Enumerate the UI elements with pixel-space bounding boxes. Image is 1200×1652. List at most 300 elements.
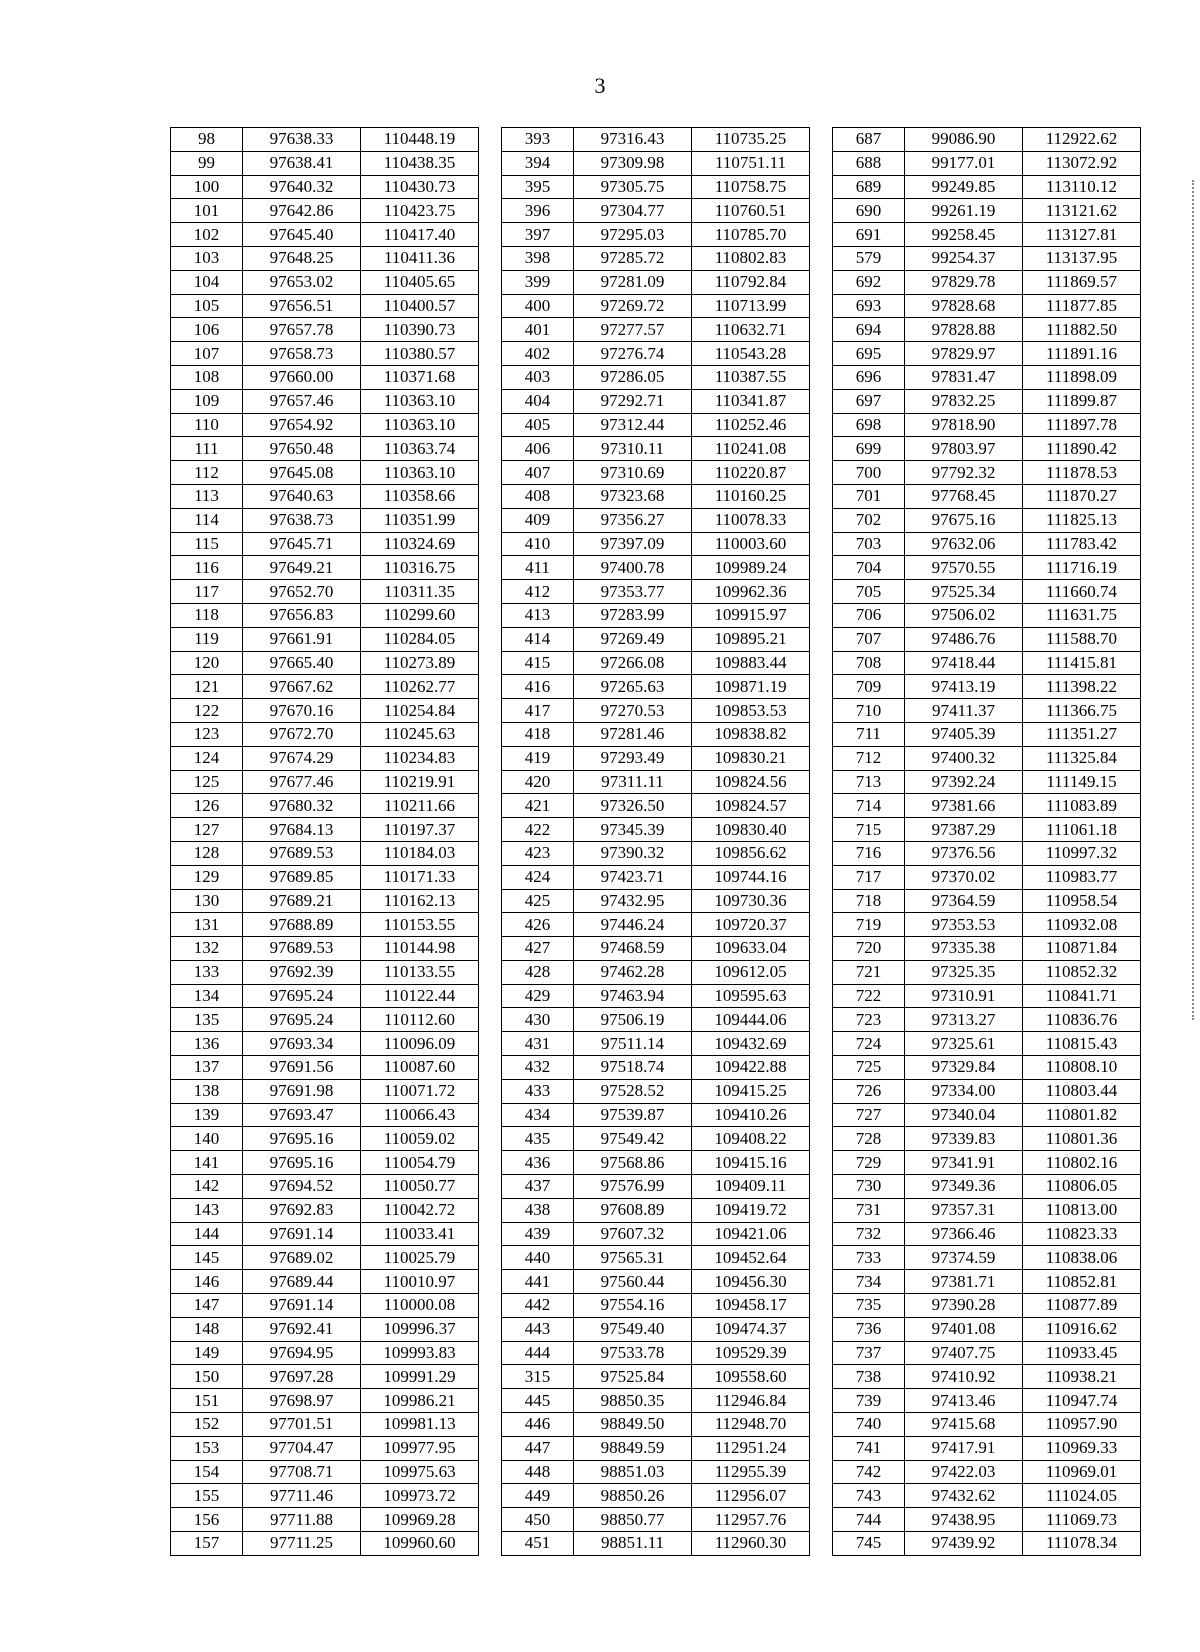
column-gap [810, 1413, 833, 1437]
x-coord-cell: 97326.50 [574, 794, 692, 818]
x-coord-cell: 97518.74 [574, 1056, 692, 1080]
point-id-cell: 427 [502, 937, 574, 961]
point-id-cell: 113 [171, 484, 243, 508]
point-id-cell: 114 [171, 508, 243, 532]
y-coord-cell: 110363.74 [361, 437, 479, 461]
y-coord-cell: 110423.75 [361, 199, 479, 223]
column-gap [479, 580, 502, 604]
x-coord-cell: 97695.24 [243, 984, 361, 1008]
table-row [171, 175, 1141, 199]
x-coord-cell: 97803.97 [905, 437, 1023, 461]
point-id-cell: 144 [171, 1222, 243, 1246]
x-coord-cell: 97653.02 [243, 270, 361, 294]
x-coord-cell: 97645.40 [243, 223, 361, 247]
point-id-cell: 426 [502, 913, 574, 937]
table-row [171, 1198, 1141, 1222]
x-coord-cell: 97410.92 [905, 1365, 1023, 1389]
column-gap [810, 984, 833, 1008]
y-coord-cell: 110380.57 [361, 342, 479, 366]
x-coord-cell: 97694.52 [243, 1175, 361, 1199]
column-gap [810, 246, 833, 270]
x-coord-cell: 97341.91 [905, 1151, 1023, 1175]
y-coord-cell: 109895.21 [692, 627, 810, 651]
table-row [171, 699, 1141, 723]
column-gap [479, 627, 502, 651]
x-coord-cell: 98850.26 [574, 1484, 692, 1508]
column-gap [479, 1389, 502, 1413]
y-coord-cell: 109991.29 [361, 1365, 479, 1389]
column-gap [479, 484, 502, 508]
x-coord-cell: 97658.73 [243, 342, 361, 366]
x-coord-cell: 97711.88 [243, 1508, 361, 1532]
x-coord-cell: 97329.84 [905, 1056, 1023, 1080]
point-id-cell: 731 [833, 1198, 905, 1222]
point-id-cell: 404 [502, 389, 574, 413]
y-coord-cell: 110751.11 [692, 151, 810, 175]
y-coord-cell: 110916.62 [1023, 1317, 1141, 1341]
y-coord-cell: 110792.84 [692, 270, 810, 294]
y-coord-cell: 113127.81 [1023, 223, 1141, 247]
column-gap [479, 413, 502, 437]
x-coord-cell: 99249.85 [905, 175, 1023, 199]
column-gap [479, 1103, 502, 1127]
point-id-cell: 690 [833, 199, 905, 223]
x-coord-cell: 97374.59 [905, 1246, 1023, 1270]
point-id-cell: 125 [171, 770, 243, 794]
point-id-cell: 742 [833, 1460, 905, 1484]
y-coord-cell: 109408.22 [692, 1127, 810, 1151]
y-coord-cell: 109996.37 [361, 1317, 479, 1341]
y-coord-cell: 110122.44 [361, 984, 479, 1008]
column-gap [810, 770, 833, 794]
column-gap [479, 984, 502, 1008]
column-gap [810, 199, 833, 223]
x-coord-cell: 97266.08 [574, 651, 692, 675]
x-coord-cell: 97708.71 [243, 1460, 361, 1484]
point-id-cell: 117 [171, 580, 243, 604]
table-row [171, 484, 1141, 508]
point-id-cell: 399 [502, 270, 574, 294]
point-id-cell: 400 [502, 294, 574, 318]
y-coord-cell: 109977.95 [361, 1436, 479, 1460]
x-coord-cell: 97695.16 [243, 1151, 361, 1175]
y-coord-cell: 109444.06 [692, 1008, 810, 1032]
x-coord-cell: 97310.69 [574, 461, 692, 485]
x-coord-cell: 97438.95 [905, 1508, 1023, 1532]
x-coord-cell: 97661.91 [243, 627, 361, 651]
point-id-cell: 732 [833, 1222, 905, 1246]
point-id-cell: 729 [833, 1151, 905, 1175]
column-gap [810, 865, 833, 889]
x-coord-cell: 97711.46 [243, 1484, 361, 1508]
x-coord-cell: 97304.77 [574, 199, 692, 223]
y-coord-cell: 110371.68 [361, 365, 479, 389]
x-coord-cell: 97325.35 [905, 960, 1023, 984]
point-id-cell: 722 [833, 984, 905, 1008]
point-id-cell: 419 [502, 746, 574, 770]
column-gap [810, 532, 833, 556]
x-coord-cell: 97693.47 [243, 1103, 361, 1127]
table-row [171, 365, 1141, 389]
column-gap [479, 937, 502, 961]
column-gap [810, 1317, 833, 1341]
point-id-cell: 423 [502, 841, 574, 865]
x-coord-cell: 97462.28 [574, 960, 692, 984]
x-coord-cell: 97693.34 [243, 1032, 361, 1056]
point-id-cell: 133 [171, 960, 243, 984]
x-coord-cell: 97638.73 [243, 508, 361, 532]
point-id-cell: 412 [502, 580, 574, 604]
y-coord-cell: 112946.84 [692, 1389, 810, 1413]
table-row [171, 1222, 1141, 1246]
y-coord-cell: 111415.81 [1023, 651, 1141, 675]
column-gap [810, 794, 833, 818]
y-coord-cell: 110802.83 [692, 246, 810, 270]
column-gap [479, 1151, 502, 1175]
x-coord-cell: 97689.44 [243, 1270, 361, 1294]
column-gap [479, 770, 502, 794]
y-coord-cell: 111149.15 [1023, 770, 1141, 794]
x-coord-cell: 97323.68 [574, 484, 692, 508]
column-gap [810, 437, 833, 461]
x-coord-cell: 97387.29 [905, 818, 1023, 842]
point-id-cell: 441 [502, 1270, 574, 1294]
y-coord-cell: 110836.76 [1023, 1008, 1141, 1032]
x-coord-cell: 97657.78 [243, 318, 361, 342]
point-id-cell: 394 [502, 151, 574, 175]
y-coord-cell: 110010.97 [361, 1270, 479, 1294]
table-row [171, 841, 1141, 865]
point-id-cell: 420 [502, 770, 574, 794]
point-id-cell: 449 [502, 1484, 574, 1508]
point-id-cell: 448 [502, 1460, 574, 1484]
y-coord-cell: 111783.42 [1023, 532, 1141, 556]
point-id-cell: 407 [502, 461, 574, 485]
x-coord-cell: 97413.19 [905, 675, 1023, 699]
point-id-cell: 100 [171, 175, 243, 199]
point-id-cell: 725 [833, 1056, 905, 1080]
x-coord-cell: 97688.89 [243, 913, 361, 937]
column-gap [479, 699, 502, 723]
point-id-cell: 421 [502, 794, 574, 818]
point-id-cell: 116 [171, 556, 243, 580]
y-coord-cell: 109558.60 [692, 1365, 810, 1389]
x-coord-cell: 97422.03 [905, 1460, 1023, 1484]
point-id-cell: 438 [502, 1198, 574, 1222]
x-coord-cell: 97311.11 [574, 770, 692, 794]
y-coord-cell: 110543.28 [692, 342, 810, 366]
point-id-cell: 413 [502, 603, 574, 627]
x-coord-cell: 97677.46 [243, 770, 361, 794]
x-coord-cell: 97576.99 [574, 1175, 692, 1199]
y-coord-cell: 109720.37 [692, 913, 810, 937]
x-coord-cell: 97549.40 [574, 1317, 692, 1341]
column-gap [810, 1103, 833, 1127]
x-coord-cell: 99254.37 [905, 246, 1023, 270]
x-coord-cell: 97339.83 [905, 1127, 1023, 1151]
x-coord-cell: 97691.98 [243, 1079, 361, 1103]
point-id-cell: 712 [833, 746, 905, 770]
x-coord-cell: 97366.46 [905, 1222, 1023, 1246]
y-coord-cell: 109824.56 [692, 770, 810, 794]
x-coord-cell: 98850.77 [574, 1508, 692, 1532]
point-id-cell: 157 [171, 1532, 243, 1556]
x-coord-cell: 97656.51 [243, 294, 361, 318]
y-coord-cell: 113110.12 [1023, 175, 1141, 199]
y-coord-cell: 111899.87 [1023, 389, 1141, 413]
column-gap [810, 1389, 833, 1413]
x-coord-cell: 97645.08 [243, 461, 361, 485]
y-coord-cell: 110852.32 [1023, 960, 1141, 984]
column-gap [810, 556, 833, 580]
y-coord-cell: 110983.77 [1023, 865, 1141, 889]
y-coord-cell: 111882.50 [1023, 318, 1141, 342]
y-coord-cell: 109993.83 [361, 1341, 479, 1365]
point-id-cell: 104 [171, 270, 243, 294]
x-coord-cell: 97276.74 [574, 342, 692, 366]
point-id-cell: 396 [502, 199, 574, 223]
x-coord-cell: 97390.28 [905, 1294, 1023, 1318]
point-id-cell: 735 [833, 1294, 905, 1318]
column-gap [810, 342, 833, 366]
table-row [171, 1317, 1141, 1341]
y-coord-cell: 109633.04 [692, 937, 810, 961]
y-coord-cell: 109456.30 [692, 1270, 810, 1294]
point-id-cell: 152 [171, 1413, 243, 1437]
point-id-cell: 121 [171, 675, 243, 699]
table-row [171, 913, 1141, 937]
column-gap [810, 960, 833, 984]
table-row [171, 984, 1141, 1008]
y-coord-cell: 113137.95 [1023, 246, 1141, 270]
table-body [171, 128, 1141, 1556]
y-coord-cell: 110806.05 [1023, 1175, 1141, 1199]
x-coord-cell: 97689.21 [243, 889, 361, 913]
y-coord-cell: 111366.75 [1023, 699, 1141, 723]
table-row [171, 960, 1141, 984]
table-row [171, 1008, 1141, 1032]
y-coord-cell: 110144.98 [361, 937, 479, 961]
y-coord-cell: 109871.19 [692, 675, 810, 699]
y-coord-cell: 110823.33 [1023, 1222, 1141, 1246]
y-coord-cell: 109452.64 [692, 1246, 810, 1270]
y-coord-cell: 110405.65 [361, 270, 479, 294]
point-id-cell: 435 [502, 1127, 574, 1151]
point-id-cell: 140 [171, 1127, 243, 1151]
x-coord-cell: 97674.29 [243, 746, 361, 770]
y-coord-cell: 110241.08 [692, 437, 810, 461]
point-id-cell: 118 [171, 603, 243, 627]
point-id-cell: 716 [833, 841, 905, 865]
point-id-cell: 106 [171, 318, 243, 342]
x-coord-cell: 97689.53 [243, 937, 361, 961]
y-coord-cell: 110801.36 [1023, 1127, 1141, 1151]
column-gap [810, 722, 833, 746]
x-coord-cell: 97691.14 [243, 1294, 361, 1318]
y-coord-cell: 109883.44 [692, 651, 810, 675]
column-gap [810, 746, 833, 770]
point-id-cell: 119 [171, 627, 243, 651]
column-gap [479, 960, 502, 984]
point-id-cell: 741 [833, 1436, 905, 1460]
x-coord-cell: 97818.90 [905, 413, 1023, 437]
column-gap [810, 1460, 833, 1484]
x-coord-cell: 97533.78 [574, 1341, 692, 1365]
point-id-cell: 405 [502, 413, 574, 437]
y-coord-cell: 110311.35 [361, 580, 479, 604]
table-row [171, 794, 1141, 818]
column-gap [479, 223, 502, 247]
x-coord-cell: 99261.19 [905, 199, 1023, 223]
y-coord-cell: 110932.08 [1023, 913, 1141, 937]
y-coord-cell: 110877.89 [1023, 1294, 1141, 1318]
y-coord-cell: 111325.84 [1023, 746, 1141, 770]
point-id-cell: 451 [502, 1532, 574, 1556]
table-row [171, 246, 1141, 270]
column-gap [479, 1341, 502, 1365]
y-coord-cell: 111716.19 [1023, 556, 1141, 580]
x-coord-cell: 97670.16 [243, 699, 361, 723]
y-coord-cell: 110252.46 [692, 413, 810, 437]
column-gap [479, 175, 502, 199]
point-id-cell: 98 [171, 128, 243, 152]
y-coord-cell: 110066.43 [361, 1103, 479, 1127]
column-gap [479, 1198, 502, 1222]
y-coord-cell: 110219.91 [361, 770, 479, 794]
x-coord-cell: 97652.70 [243, 580, 361, 604]
y-coord-cell: 109856.62 [692, 841, 810, 865]
column-gap [810, 1151, 833, 1175]
point-id-cell: 398 [502, 246, 574, 270]
y-coord-cell: 110957.90 [1023, 1413, 1141, 1437]
table-row [171, 1270, 1141, 1294]
x-coord-cell: 97689.53 [243, 841, 361, 865]
column-gap [810, 1222, 833, 1246]
y-coord-cell: 110254.84 [361, 699, 479, 723]
column-gap [810, 270, 833, 294]
x-coord-cell: 97832.25 [905, 389, 1023, 413]
x-coord-cell: 97269.72 [574, 294, 692, 318]
y-coord-cell: 110838.06 [1023, 1246, 1141, 1270]
point-id-cell: 446 [502, 1413, 574, 1437]
table-row [171, 675, 1141, 699]
point-id-cell: 153 [171, 1436, 243, 1460]
x-coord-cell: 97549.42 [574, 1127, 692, 1151]
y-coord-cell: 109422.88 [692, 1056, 810, 1080]
x-coord-cell: 97357.31 [905, 1198, 1023, 1222]
y-coord-cell: 110025.79 [361, 1246, 479, 1270]
x-coord-cell: 97423.71 [574, 865, 692, 889]
y-coord-cell: 109989.24 [692, 556, 810, 580]
x-coord-cell: 97281.09 [574, 270, 692, 294]
y-coord-cell: 110171.33 [361, 865, 479, 889]
x-coord-cell: 97828.68 [905, 294, 1023, 318]
x-coord-cell: 97310.11 [574, 437, 692, 461]
y-coord-cell: 110351.99 [361, 508, 479, 532]
x-coord-cell: 98849.50 [574, 1413, 692, 1437]
point-id-cell: 714 [833, 794, 905, 818]
x-coord-cell: 97554.16 [574, 1294, 692, 1318]
y-coord-cell: 109969.28 [361, 1508, 479, 1532]
y-coord-cell: 109410.26 [692, 1103, 810, 1127]
x-coord-cell: 97692.83 [243, 1198, 361, 1222]
x-coord-cell: 97525.84 [574, 1365, 692, 1389]
y-coord-cell: 110153.55 [361, 913, 479, 937]
point-id-cell: 706 [833, 603, 905, 627]
point-id-cell: 148 [171, 1317, 243, 1341]
x-coord-cell: 97704.47 [243, 1436, 361, 1460]
column-gap [479, 1294, 502, 1318]
y-coord-cell: 110938.21 [1023, 1365, 1141, 1389]
y-coord-cell: 112960.30 [692, 1532, 810, 1556]
column-gap [479, 1436, 502, 1460]
table-row [171, 818, 1141, 842]
coordinates-table [170, 127, 1141, 1556]
y-coord-cell: 109975.63 [361, 1460, 479, 1484]
y-coord-cell: 110162.13 [361, 889, 479, 913]
x-coord-cell: 97657.46 [243, 389, 361, 413]
y-coord-cell: 111890.42 [1023, 437, 1141, 461]
column-gap [479, 1222, 502, 1246]
x-coord-cell: 97411.37 [905, 699, 1023, 723]
column-gap [479, 1056, 502, 1080]
y-coord-cell: 110050.77 [361, 1175, 479, 1199]
point-id-cell: 108 [171, 365, 243, 389]
y-coord-cell: 110341.87 [692, 389, 810, 413]
x-coord-cell: 97711.25 [243, 1532, 361, 1556]
x-coord-cell: 97692.39 [243, 960, 361, 984]
column-gap [479, 199, 502, 223]
x-coord-cell: 97650.48 [243, 437, 361, 461]
column-gap [479, 1270, 502, 1294]
y-coord-cell: 110363.10 [361, 389, 479, 413]
y-coord-cell: 110997.32 [1023, 841, 1141, 865]
point-id-cell: 721 [833, 960, 905, 984]
point-id-cell: 120 [171, 651, 243, 675]
y-coord-cell: 109474.37 [692, 1317, 810, 1341]
column-gap [479, 1508, 502, 1532]
column-gap [479, 461, 502, 485]
point-id-cell: 395 [502, 175, 574, 199]
column-gap [810, 937, 833, 961]
point-id-cell: 442 [502, 1294, 574, 1318]
column-gap [479, 794, 502, 818]
column-gap [479, 746, 502, 770]
x-coord-cell: 97281.46 [574, 722, 692, 746]
column-gap [810, 389, 833, 413]
column-gap [810, 627, 833, 651]
y-coord-cell: 110815.43 [1023, 1032, 1141, 1056]
y-coord-cell: 109421.06 [692, 1222, 810, 1246]
point-id-cell: 126 [171, 794, 243, 818]
y-coord-cell: 111083.89 [1023, 794, 1141, 818]
column-gap [810, 175, 833, 199]
y-coord-cell: 110324.69 [361, 532, 479, 556]
point-id-cell: 711 [833, 722, 905, 746]
point-id-cell: 701 [833, 484, 905, 508]
x-coord-cell: 97439.92 [905, 1532, 1023, 1556]
table-row [171, 1532, 1141, 1556]
column-gap [810, 1365, 833, 1389]
column-gap [479, 270, 502, 294]
table-row [171, 1032, 1141, 1056]
x-coord-cell: 97829.78 [905, 270, 1023, 294]
x-coord-cell: 97684.13 [243, 818, 361, 842]
x-coord-cell: 97525.34 [905, 580, 1023, 604]
y-coord-cell: 110054.79 [361, 1151, 479, 1175]
y-coord-cell: 110808.10 [1023, 1056, 1141, 1080]
x-coord-cell: 97446.24 [574, 913, 692, 937]
